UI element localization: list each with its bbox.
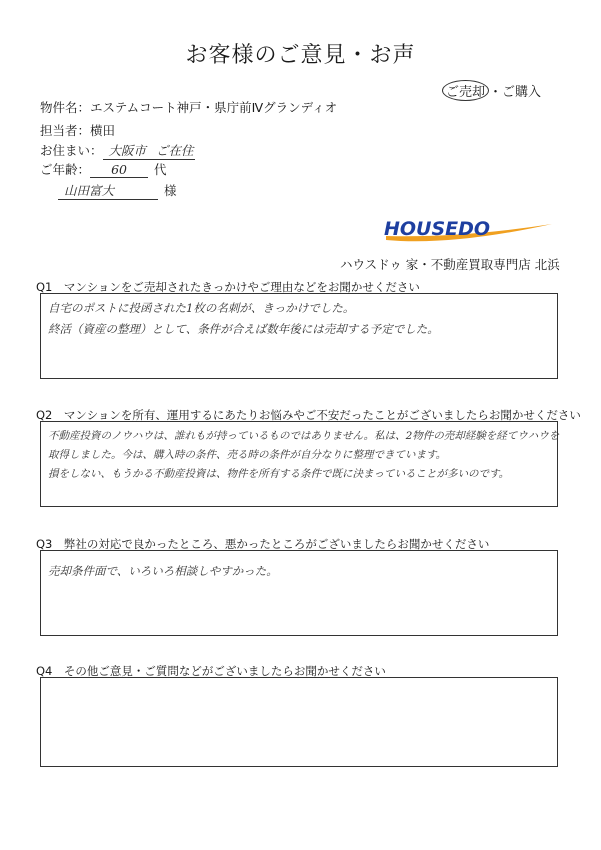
residence-value: 大阪市 bbox=[108, 143, 147, 158]
property-label: 物件名： bbox=[40, 100, 91, 115]
age-suffix: 代 bbox=[154, 162, 167, 177]
customer-honorific: 様 bbox=[164, 183, 177, 198]
q4-label: Q4 その他ご意見・ご質問などがございましたらお聞かせください bbox=[36, 664, 386, 678]
age-label: ご年齢： bbox=[40, 162, 91, 177]
q3-answer-line: 売却条件面で、いろいろ相談しやすかった。 bbox=[48, 564, 278, 578]
q1-answer-line: 自宅のポストに投函された1枚の名刺が、きっかけでした。 bbox=[48, 301, 355, 315]
residence-field bbox=[103, 141, 195, 160]
customer-row bbox=[58, 181, 177, 200]
age-field bbox=[90, 162, 148, 178]
residence-row bbox=[40, 141, 195, 160]
q2-answer-line: 取得しました。今は、購入時の条件、売る時の条件が自分なりに整理できています。 bbox=[48, 449, 447, 461]
property-name: エステムコート神戸・県庁前Ⅳグランディオ bbox=[90, 100, 338, 115]
age-row bbox=[40, 160, 167, 178]
transaction-type bbox=[442, 80, 541, 101]
customer-name: 山田富大 bbox=[58, 181, 158, 200]
q2-answer-line: 不動産投資のノウハウは、誰れもが持っているものではありません。私は、2物件の売却経験を経てウハウを bbox=[48, 430, 560, 442]
housedo-logo bbox=[382, 216, 562, 242]
q3-label: Q3 弊社の対応で良かったところ、悪かったところがございましたらお聞かせください bbox=[36, 537, 490, 551]
type-purchase: ご購入 bbox=[502, 85, 542, 100]
property-row bbox=[40, 98, 337, 116]
page-title: お客様のご意見・お声 bbox=[185, 43, 416, 68]
logo-text: HOUSEDO bbox=[384, 218, 491, 240]
residence-label: お住まい： bbox=[40, 143, 103, 158]
staff-name: 横田 bbox=[90, 123, 116, 138]
q1-answer-line: 終活（資産の整理）として、条件が合えば数年後には売却する予定でした。 bbox=[48, 322, 439, 336]
type-separator: ・ bbox=[489, 85, 503, 100]
age-value: 60 bbox=[111, 162, 127, 177]
staff-label: 担当者： bbox=[40, 123, 91, 138]
q2-answer-line: 損をしない、もうかる不動産投資は、物件を所有する条件で既に決まっていることが多いのです。 bbox=[48, 468, 510, 480]
staff-row bbox=[40, 121, 115, 139]
type-selected-sale: ご売却 bbox=[442, 80, 489, 101]
shop-name: ハウスドゥ 家・不動産買取専門店 北浜 bbox=[340, 257, 560, 272]
q2-label: Q2 マンションを所有、運用するにあたりお悩みやご不安だったことがございましたらお聞かせください bbox=[36, 408, 581, 422]
q4-answer-box bbox=[40, 677, 558, 767]
q1-label: Q1 マンションをご売却されたきっかけやご理由などをお聞かせください bbox=[36, 280, 420, 294]
residence-suffix: ご在住 bbox=[156, 143, 194, 158]
